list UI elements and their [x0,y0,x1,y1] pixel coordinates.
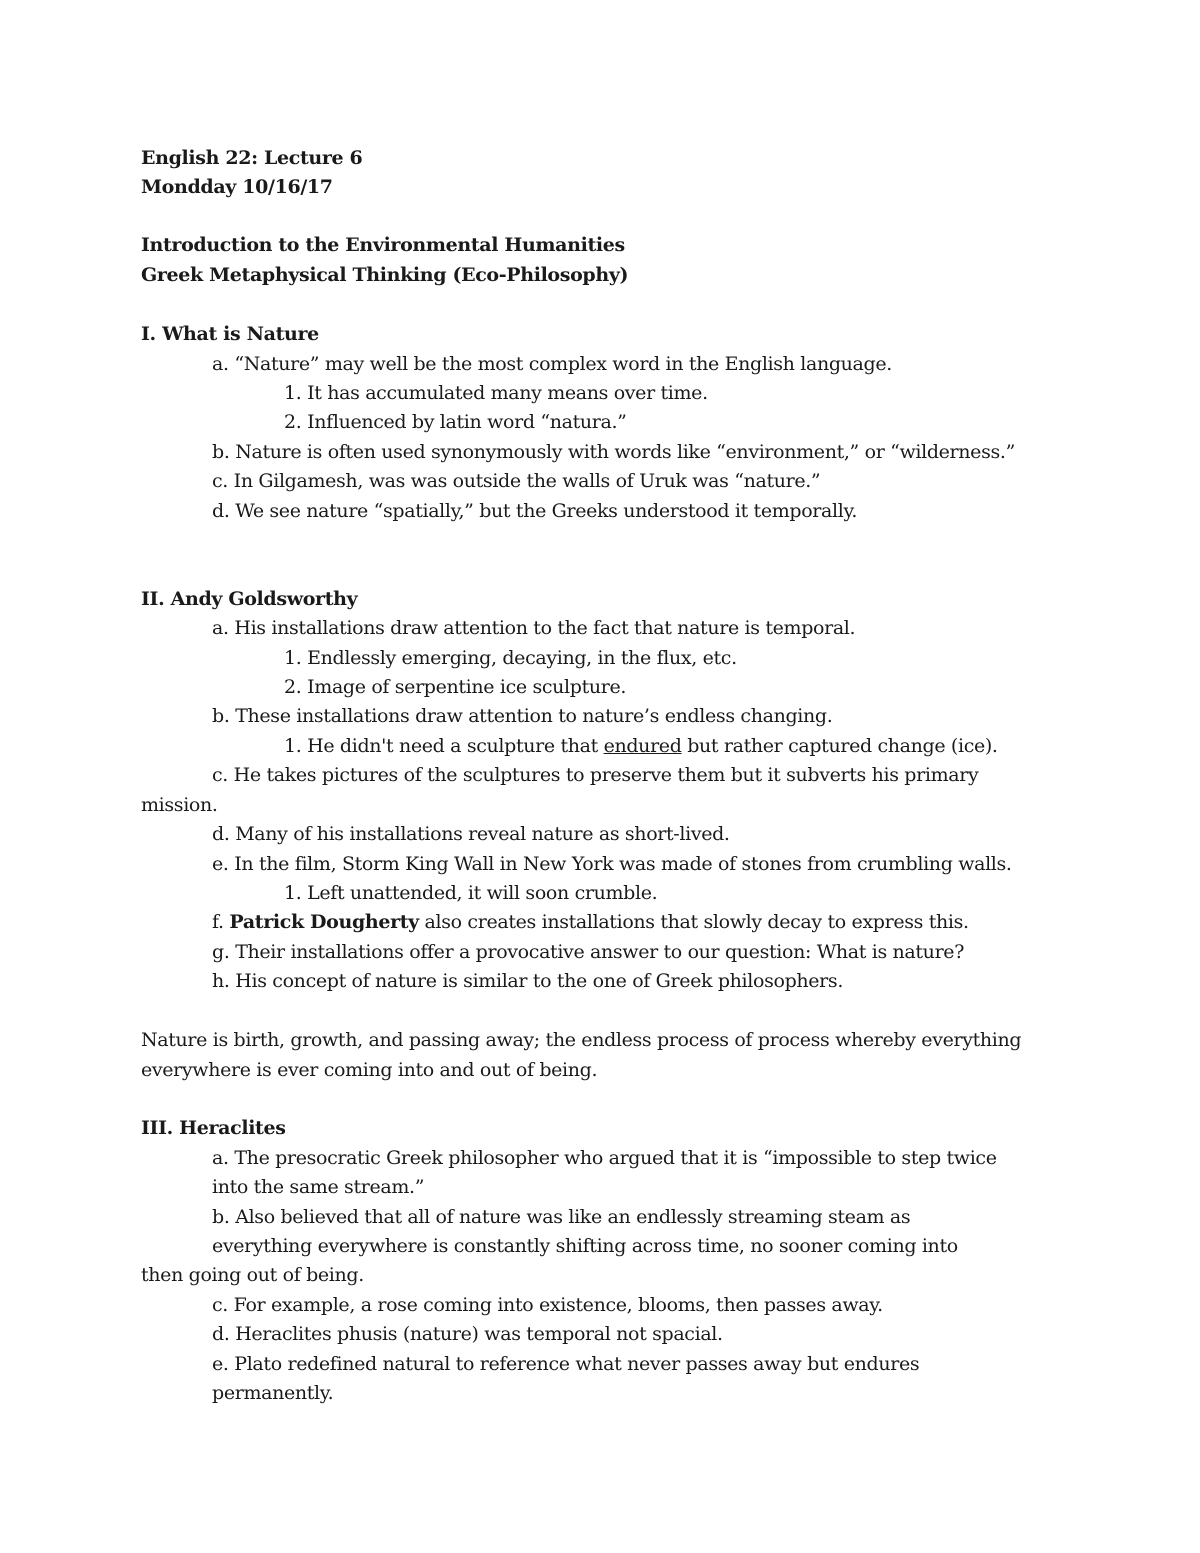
definition-paragraph: everywhere is ever coming into and out of being. [141,1059,598,1081]
outline-item: c. He takes pictures of the sculptures to preserve them but it subverts his primary [212,764,979,786]
outline-item-continuation: everything everywhere is constantly shifting across time, no sooner coming into [212,1235,958,1257]
outline-item: a. The presocratic Greek philosopher who argued that it is “impossible to step twice [212,1147,997,1169]
outline-item: g. Their installations offer a provocative answer to our question: What is nature? [212,941,965,963]
outline-item: d. We see nature “spatially,” but the Greeks understood it temporally. [212,500,858,522]
outline-item [212,910,969,934]
document-subtitle: Greek Metaphysical Thinking (Eco-Philosophy) [141,264,629,286]
text-run: f. [212,911,230,933]
outline-item-continuation: into the same stream.” [212,1176,425,1198]
section-heading-2: II. Andy Goldsworthy [141,588,358,610]
section-heading-1: I. What is Nature [141,323,319,345]
outline-item: b. Nature is often used synonymously with words like “environment,” or “wilderness.” [212,441,1015,463]
section-heading-3: III. Heraclites [141,1117,286,1139]
outline-item: b. These installations draw attention to nature’s endless changing. [212,705,833,727]
outline-item: a. “Nature” may well be the most complex word in the English language. [212,353,892,375]
outline-subitem: 1. It has accumulated many means over time. [284,382,708,404]
outline-item: b. Also believed that all of nature was like an endlessly streaming steam as [212,1206,911,1228]
outline-item: e. In the film, Storm King Wall in New York was made of stones from crumbling walls. [212,853,1012,875]
text-run: 1. He didn't need a sculpture that [284,735,604,757]
course-title: English 22: Lecture 6 [141,147,363,169]
definition-paragraph: Nature is birth, growth, and passing away; the endless process of process whereby everything [141,1029,1022,1051]
lecture-date: Mondday 10/16/17 [141,176,333,198]
outline-item: d. Many of his installations reveal nature as short-lived. [212,823,730,845]
outline-item-continuation: then going out of being. [141,1264,364,1286]
outline-item-continuation: mission. [141,794,218,816]
outline-item: h. His concept of nature is similar to the one of Greek philosophers. [212,970,844,992]
outline-item: c. In Gilgamesh, was was outside the walls of Uruk was “nature.” [212,470,821,492]
outline-subitem: 1. Left unattended, it will soon crumble. [284,882,658,904]
text-run: also creates installations that slowly decay to express this. [418,911,969,933]
outline-subitem: 1. Endlessly emerging, decaying, in the flux, etc. [284,647,737,669]
outline-subitem [284,734,998,758]
outline-item: c. For example, a rose coming into existence, blooms, then passes away. [212,1294,883,1316]
outline-item: e. Plato redefined natural to reference what never passes away but endures [212,1353,920,1375]
outline-item: d. Heraclites phusis (nature) was temporal not spacial. [212,1323,723,1345]
document-title: Introduction to the Environmental Humanities [141,234,625,256]
bold-name: Patrick Dougherty [229,911,419,933]
outline-item: a. His installations draw attention to the fact that nature is temporal. [212,617,856,639]
outline-subitem: 2. Influenced by latin word “natura.” [284,411,627,433]
outline-subitem: 2. Image of serpentine ice sculpture. [284,676,627,698]
outline-item-continuation: permanently. [212,1382,334,1404]
text-run: but rather captured change (ice). [681,735,998,757]
underlined-word: endured [603,735,682,757]
